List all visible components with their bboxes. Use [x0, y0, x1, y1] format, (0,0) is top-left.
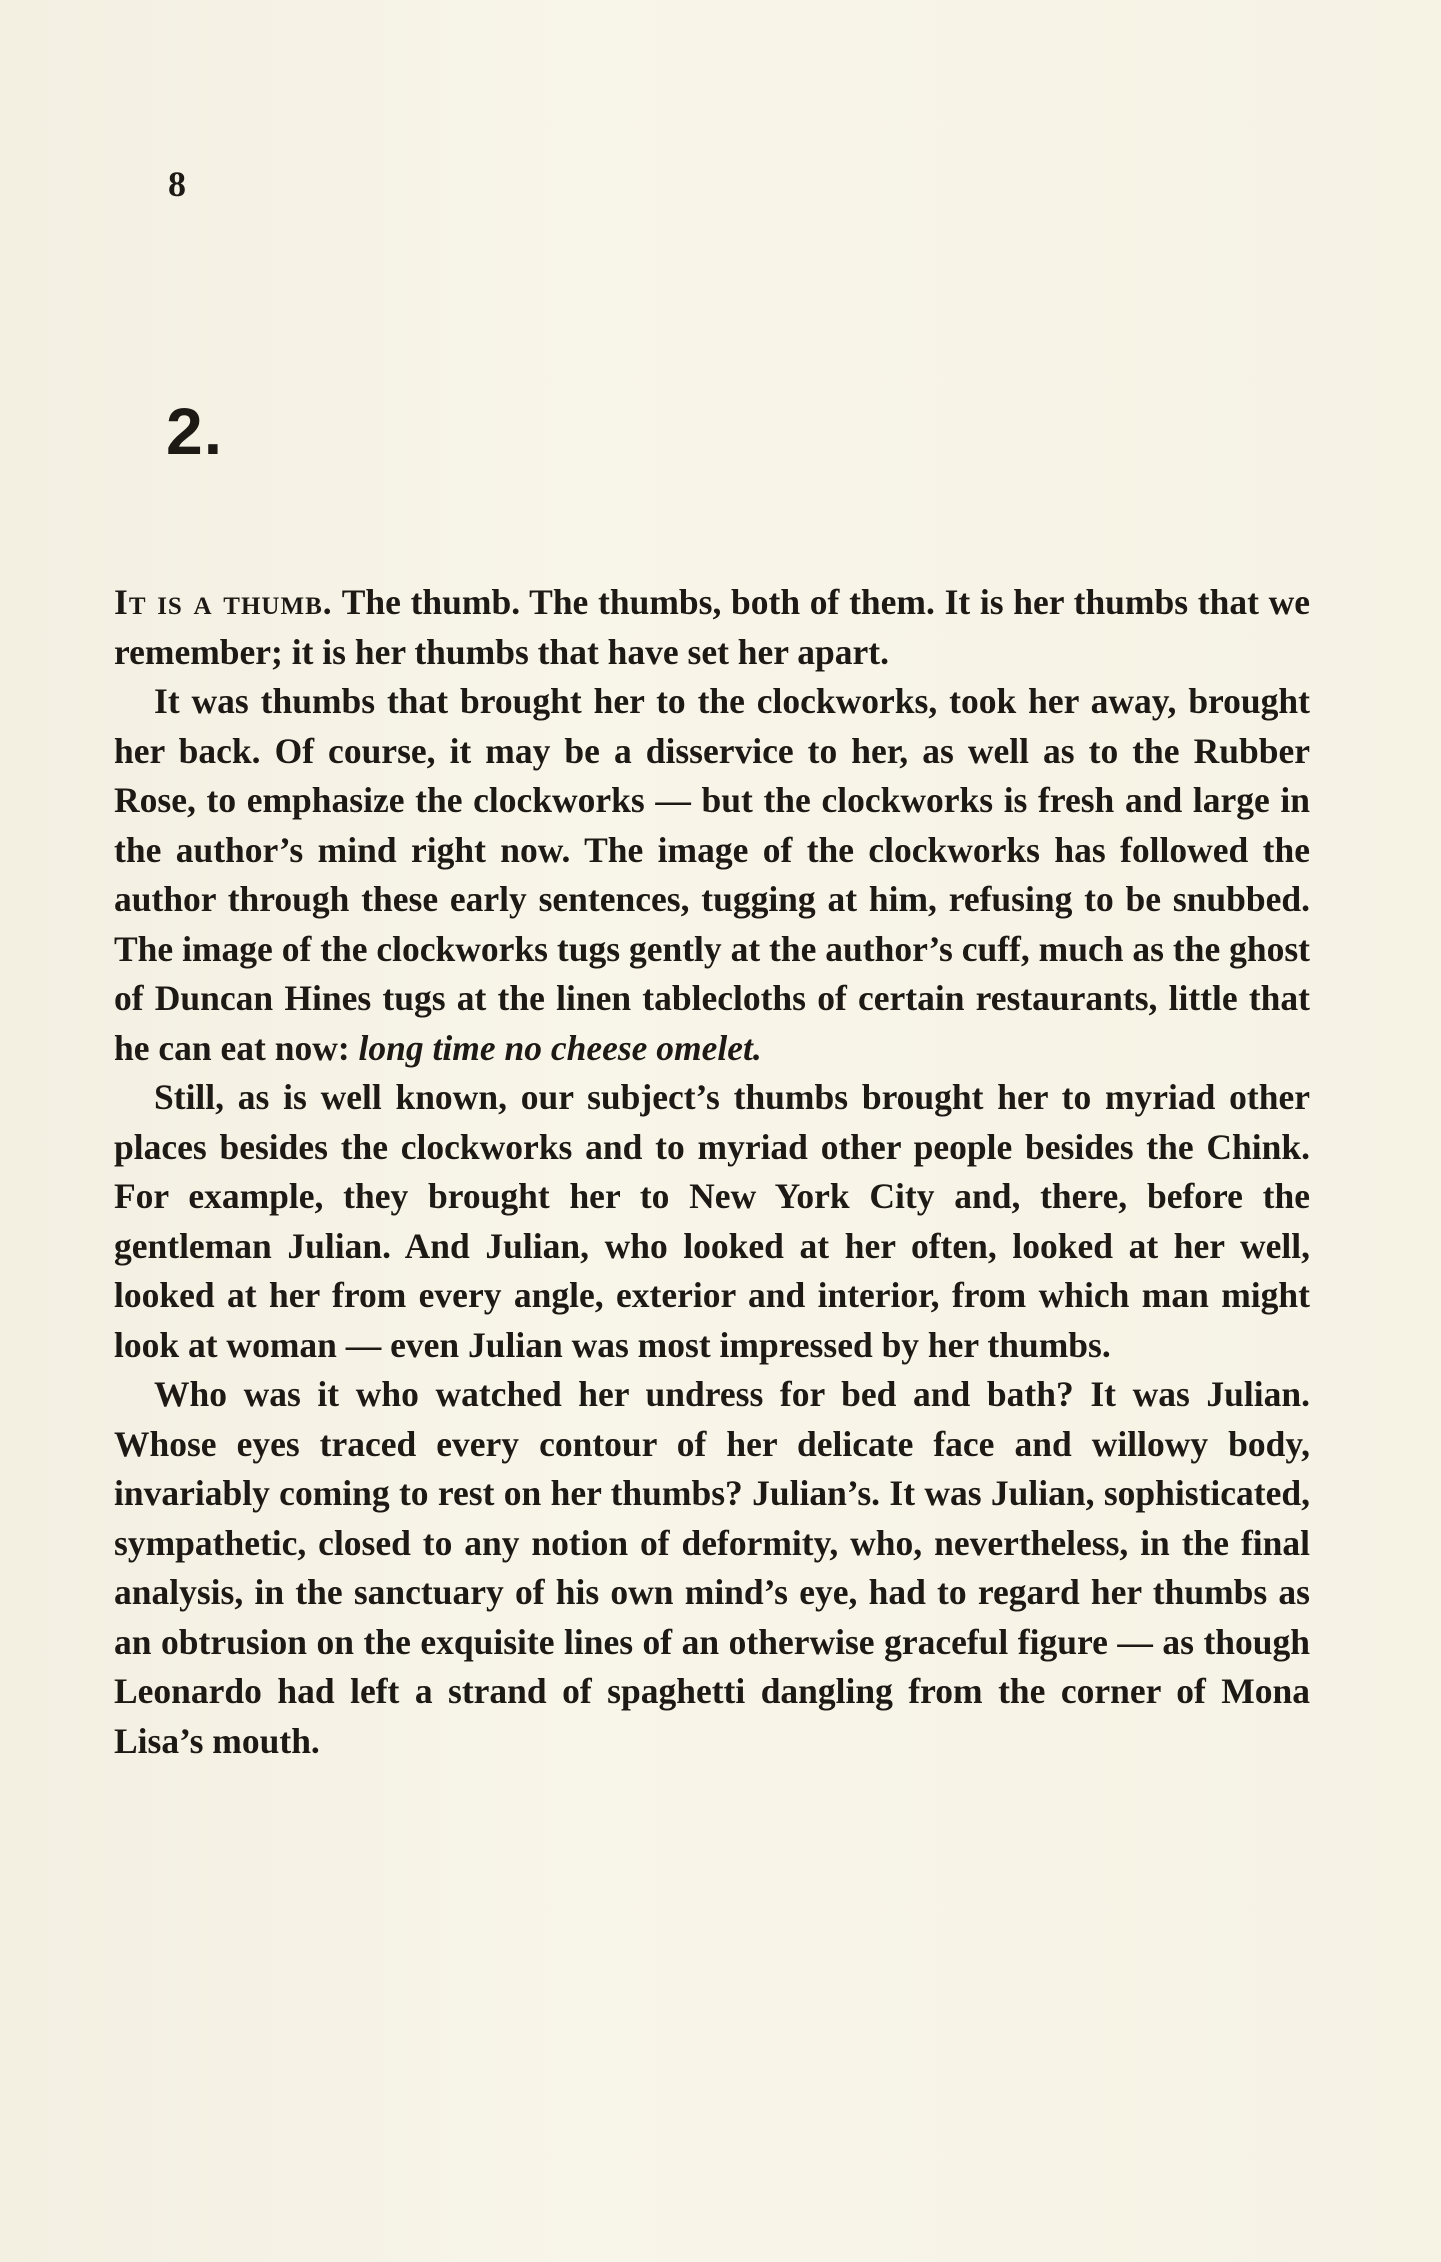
paragraph-1 — [114, 578, 1310, 677]
chapter-number: 2. — [166, 394, 224, 468]
body-text — [114, 578, 1310, 1766]
lead-in: It is a thumb. — [114, 582, 333, 622]
paragraph-1-text: The thumb. The thumbs, both of them. It is her thumbs that we remember; it is her thumbs that have set her apart. — [114, 582, 1311, 672]
page-number: 8 — [168, 164, 186, 204]
paragraph-2 — [114, 677, 1310, 1073]
italic-phrase: long time no cheese omelet. — [358, 1027, 762, 1068]
paragraph-3: Still, as is well known, our subject’s thumbs brought her to myriad other places besides the clockworks and to myriad other people besides the Chink. For example, they brought her to New York City and, there, before the gentleman Julian. And Julian, who looked at her often, looked at her well, looked at her from every angle, exterior and interior, from which man might look at woman — even Julian was most impressed by her thumbs. — [114, 1077, 1310, 1365]
paragraph-4: Who was it who watched her undress for bed and bath? It was Julian. Whose eyes traced every contour of her delicate face and willowy body, invariably coming to rest on her thumbs? Julian’s. It was Julian, sophisticated, sympathetic, closed to any notion of deformity, who, nevertheless, in the final analysis, in the sanctuary of his own mind’s eye, had to regard her thumbs as an obtrusion on the exquisite lines of an otherwise graceful figure — as though Leonardo had left a strand of spaghetti dangling from the corner of Mona Lisa’s mouth. — [114, 1374, 1310, 1761]
paragraph-2-text: It was thumbs that brought her to the clockworks, took her away, brought her back. Of course, it may be a disservice to her, as well as to the Rubber Rose, to emphasize the clockworks — but the clockworks is fresh and large in the author’s mind right now. The image of the clockworks has followed the author through these early sentences, tugging at him, refusing to be snubbed. The image of the clockworks tugs gently at the author’s cuff, much as the ghost of Duncan Hines tugs at the linen tablecloths of certain restaurants, little that he can eat now: — [114, 681, 1310, 1068]
